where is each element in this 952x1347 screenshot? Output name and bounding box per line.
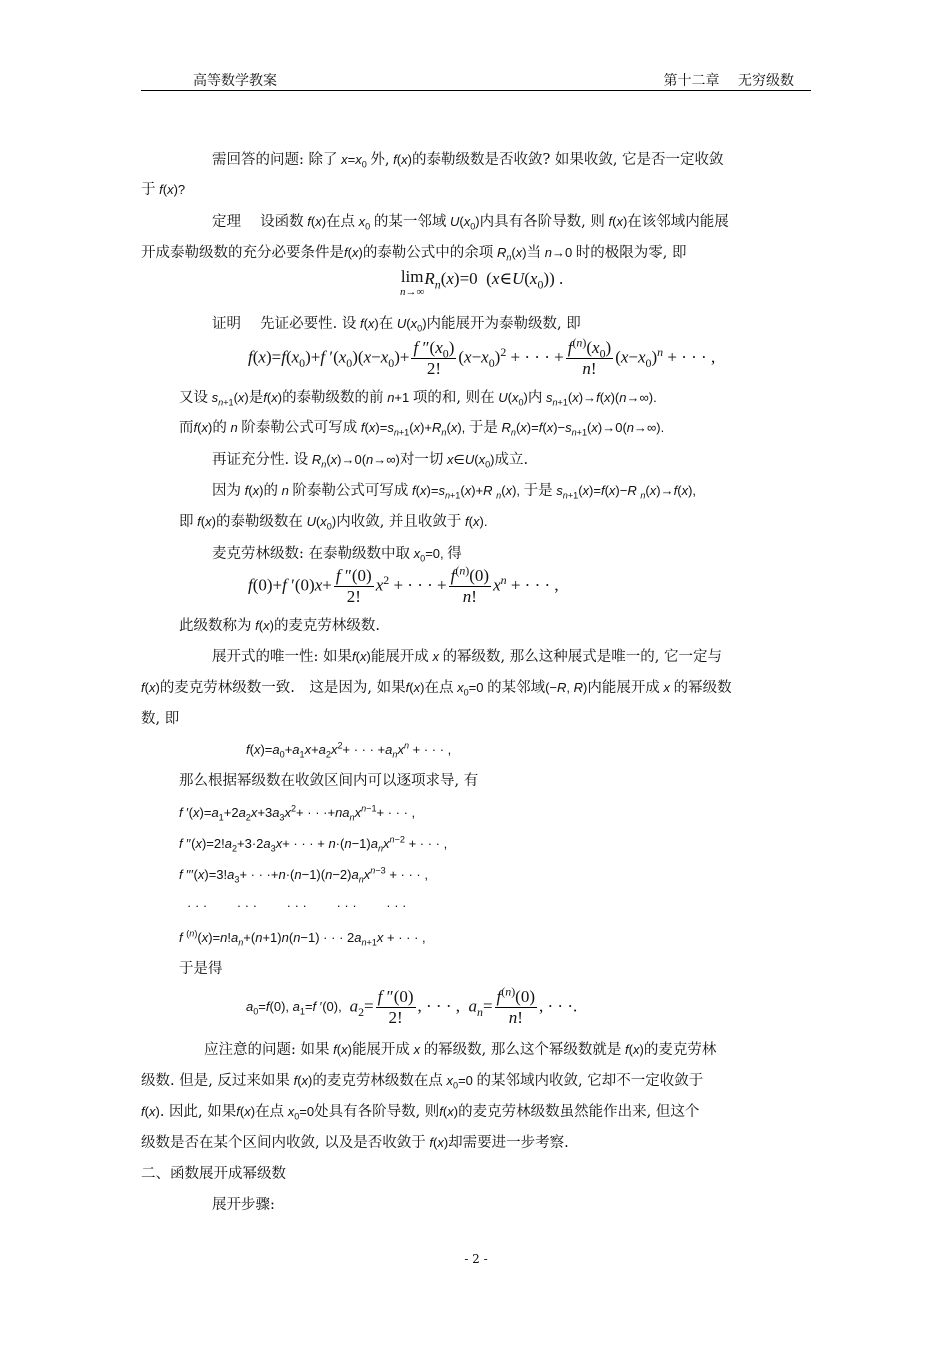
- taylor-series-formula: $f(x)=f(x_0)+f$ $'(x_0)(x-x_0)+$ $\frac{f ''(x_0)}{2!}$ $(x-x_0)^2$ + · · · + $\frac{f^{(n)}(x_0)}{n!}$ $(x-x_0)^n$ + · · · ,: [248, 335, 716, 378]
- maclaurin-naming: 此级数称为 f(x)的麦克劳林级数.: [179, 618, 381, 634]
- ellipsis-row: · · · · · · · · · · · · · · ·: [187, 898, 407, 913]
- theorem-line-2: 开成泰勒级数的充分必要条件是f(x)的泰勒公式中的余项 $R_n(x)$当 n→0 时的极限为零, 即: [141, 245, 687, 263]
- section-heading: 二、函数展开成幂级数: [141, 1166, 286, 1182]
- hence-label: 于是得: [179, 961, 223, 977]
- question-line-1: 需回答的问题: 除了 $x=x_0$ 外, f(x)的泰勒级数是否收敛? 如果收敛, 它是否一定收敛: [212, 152, 724, 170]
- page-number: - 2 -: [464, 1252, 488, 1266]
- theorem-line-1: 定理 设函数 f(x)在点 $x_0$ 的某一邻域 $U(x_0)$内具有各阶导数, 则 f(x)在该邻域内能展: [212, 214, 729, 232]
- proof-line-1: 证明 先证必要性. 设 f(x)在 $U(x_0)$内能展开为泰勒级数, 即: [212, 316, 581, 334]
- uniqueness-line-1: 展开式的唯一性: 如果f(x)能展开成 x 的幂级数, 那么这种展式是唯一的, 它一定与: [212, 649, 722, 665]
- proof-line-5: 因为 f(x)的 n 阶泰勒公式可写成 $f(x)=s_{n+1}(x)+R$ $_n$(x), 于是 $s_{n+1}(x)=f(x)-R$ $_n$(x)→f(x),: [212, 483, 697, 501]
- note-line-4: 级数是否在某个区间内收敛, 以及是否收敛于 f(x)却需要进一步考察.: [141, 1135, 569, 1151]
- nth-derivative: f $^{(n)}(x)=n!a_n+(n+1)n(n-1)$ · · · $2a_{n+1}x$ + · · · ,: [179, 928, 426, 948]
- uniqueness-line-3: 数, 即: [141, 711, 180, 727]
- maclaurin-formula: f(0)+f ′(0)x+ $\frac{f ''(0)}{2!}$ $x^2$ + · · · + $\frac{f^{(n)}(0)}{n!}$ $x^n$ + · · · ,: [248, 563, 559, 606]
- coefficient-formula: $a_0=f(0)$, $a_1=f$ ′(0), $a_2=$ $\frac{f ''(0)}{2!}$ , · · · , $a_n=$ $\frac{f^{(n)}(0)}{n!}$ , · · ·.: [246, 984, 578, 1027]
- second-derivative: f $''(x)=2!a_2+3\cdot 2a_3x+$ · · · + $n\cdot(n-1)a_nx^{n-2}$ + · · · ,: [179, 834, 448, 854]
- proof-line-6: 即 f(x)的泰勒级数在 $U(x_0)$内收敛, 并且收敛于 f(x).: [179, 514, 488, 532]
- proof-line-4: 再证充分性. 设 $R_n(x)\to 0(n\to\infty)$对一切 $x\in U(x_0)$成立.: [212, 452, 529, 470]
- maclaurin-definition: 麦克劳林级数: 在泰勒级数中取 $x_0=0$, 得: [212, 546, 462, 564]
- proof-line-2: 又设 $s_{n+1}(x)$是f(x)的泰勒级数的前 n+1 项的和, 则在 $U(x_0)$内 $s_{n+1}(x)\to f(x)(n\to\infty)$.: [179, 390, 657, 408]
- steps-label: 展开步骤:: [212, 1197, 275, 1213]
- question-line-2: 于 f(x)?: [141, 182, 186, 198]
- header-title: 高等数学教案: [193, 73, 277, 89]
- header-chapter: 第十二章 无穷级数: [663, 73, 794, 89]
- derivation-intro: 那么根据幂级数在收敛区间内可以逐项求导, 有: [179, 773, 479, 789]
- third-derivative: f $'''(x)=3!a_3+$ · · $\cdot+n\cdot(n-1)(n-2)a_nx^{n-3}$ + · · · ,: [179, 865, 428, 885]
- power-series-expansion: $f(x)=a_0+a_1x+a_2x^2+$ · · · $+a_nx^n$ + · · · ,: [246, 740, 452, 760]
- proof-line-3: 而f(x)的 n 阶泰勒公式可写成 $f(x)=s_{n+1}(x)+R_n(x)$, 于是 $R_n(x)=f(x)-s_{n+1}(x)\to 0(n\to\infty)$.: [179, 420, 665, 438]
- note-line-2: 级数. 但是, 反过来如果 f(x)的麦克劳林级数在点 $x_0=0$ 的某邻域内收敛, 它却不一定收敛于: [141, 1073, 704, 1091]
- page-header: [141, 66, 811, 91]
- uniqueness-line-2: f(x)的麦克劳林级数一致. 这是因为, 如果f(x)在点 $x_0=0$ 的某邻域(−R, R)内能展开成 x 的幂级数: [141, 680, 732, 698]
- limit-formula: lim n→∞ $R_n(x)=0$ $(x\in U(x_0))$ .: [400, 267, 564, 298]
- first-derivative: f $'(x)=a_1+2a_2x+3a_3x^2+$ · · $\cdot+na_nx^{n-1}+$ · · · ,: [179, 803, 416, 823]
- note-line-1: 应注意的问题: 如果 f(x)能展开成 x 的幂级数, 那么这个幂级数就是 f(x)的麦克劳林: [204, 1042, 717, 1058]
- note-line-3: f(x). 因此, 如果f(x)在点 $x_0=0$处具有各阶导数, 则f(x)的麦克劳林级数虽然能作出来, 但这个: [141, 1104, 700, 1122]
